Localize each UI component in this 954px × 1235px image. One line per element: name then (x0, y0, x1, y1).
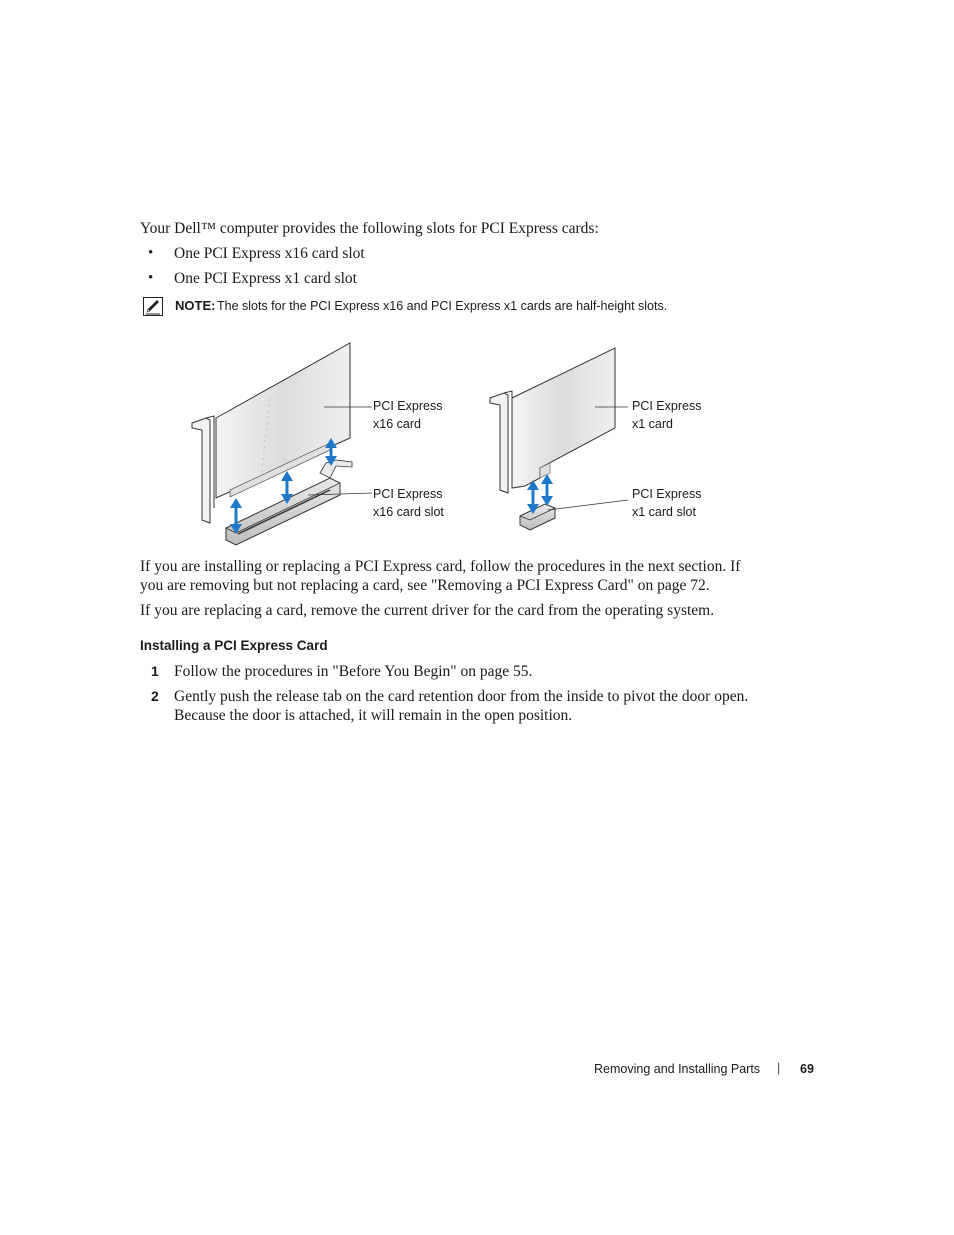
x1-slot-leader (548, 500, 628, 510)
bullet-marker: • (148, 270, 154, 286)
note-text: The slots for the PCI Express x16 and PCI Express x1 cards are half-height slots. (217, 299, 668, 313)
step-text: Follow the procedures in "Before You Begin" on page 55. (174, 663, 533, 680)
body-paragraph: If you are installing or replacing a PCI Express card, follow the procedures in the next section. If you are removing but not replacing a card, see "Removing a PCI Express Card" on page 72. (140, 558, 741, 594)
pencil-note-icon (143, 297, 163, 316)
footer-separator: | (777, 1061, 781, 1075)
note-label: NOTE: (175, 298, 216, 313)
callout-x1-card-slot: PCI Express x1 card slot (632, 487, 702, 519)
bullet-marker: • (148, 245, 154, 261)
step-number: 1 (151, 663, 159, 679)
step-number: 2 (151, 688, 159, 704)
section-heading: Installing a PCI Express Card (140, 638, 328, 653)
callout-x16-card-slot: PCI Express x16 card slot (373, 487, 444, 519)
callout-x16-card: PCI Express x16 card (373, 399, 443, 431)
step-text: Gently push the release tab on the card retention door from the inside to pivot the door open. Because the door is attached, it will remain in the open position. (174, 688, 749, 724)
list-item: One PCI Express x16 card slot (174, 245, 365, 262)
x1-card-illustration (490, 348, 615, 530)
callout-x1-card: PCI Express x1 card (632, 399, 702, 431)
footer-section-title: Removing and Installing Parts (594, 1062, 761, 1076)
list-item: One PCI Express x1 card slot (174, 270, 357, 287)
intro-paragraph: Your Dell™ computer provides the following slots for PCI Express cards: (140, 220, 599, 237)
body-paragraph: If you are replacing a card, remove the current driver for the card from the operating system. (140, 602, 715, 619)
page-number: 69 (800, 1062, 814, 1076)
